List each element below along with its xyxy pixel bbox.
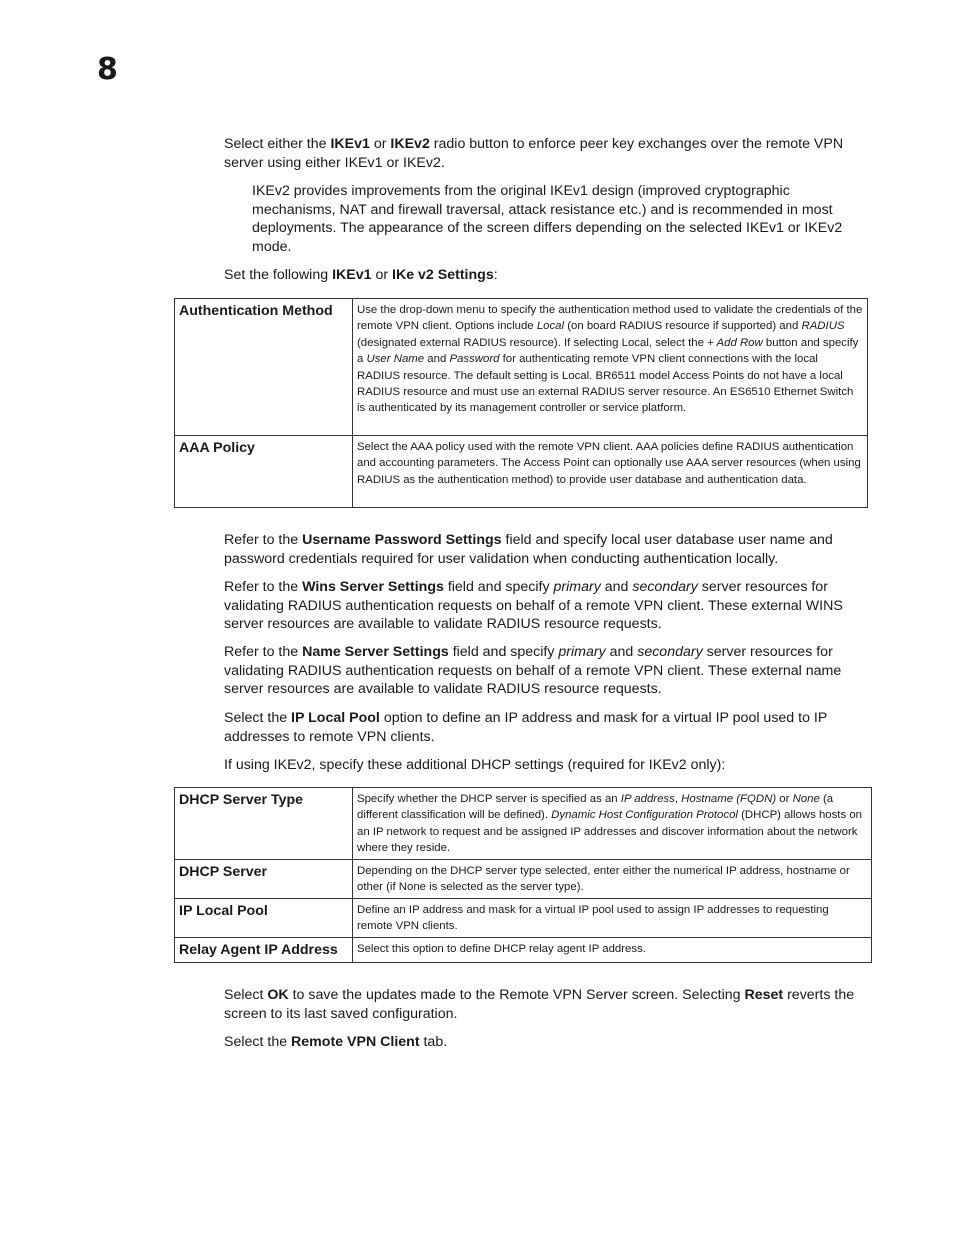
dhcp-intro-paragraph: If using IKEv2, specify these additional DHCP settings (required for IKEv2 only):	[224, 757, 726, 773]
ok-reset-paragraph: Select OK to save the updates made to the Remote VPN Server screen. Selecting Reset reverts the screen to its last saved configuration.	[224, 987, 855, 1022]
table-row	[175, 788, 872, 860]
dhcp-server-term: DHCP Server	[175, 860, 353, 899]
remote-vpn-client-paragraph: Select the Remote VPN Client tab.	[224, 1034, 448, 1050]
table-row	[175, 436, 868, 508]
aaa-policy-term: AAA Policy	[175, 436, 353, 508]
authentication-method-term: Authentication Method	[175, 299, 353, 436]
ikev2-note-paragraph: IKEv2 provides improvements from the original IKEv1 design (improved cryptographic mechanisms, NAT and firewall traversal, attack resistance etc.) and is recommended in most deployments. The appearance of the screen differs depending on the selected IKEv1 or IKEv2 mode.	[252, 183, 843, 256]
ip-local-pool-paragraph: Select the IP Local Pool option to define an IP address and mask for a virtual IP pool used to IP addresses to remote VPN clients.	[224, 710, 828, 745]
dhcp-server-type-description: Specify whether the DHCP server is specified as an IP address, Hostname (FQDN) or None (a different classification will be defined). Dynamic Host Configuration Protocol (DHCP) allows hosts on an IP network to request and be assigned IP addresses and discover information about the network where they reside.	[353, 788, 872, 860]
table-row	[175, 860, 872, 899]
ike-select-paragraph: Select either the IKEv1 or IKEv2 radio button to enforce peer key exchanges over the remote VPN server using either IKEv1 or IKEv2.	[224, 136, 844, 171]
table-row	[175, 299, 868, 436]
set-following-paragraph: Set the following IKEv1 or IKe v2 Settings:	[224, 267, 498, 283]
dhcp-server-description: Depending on the DHCP server type selected, enter either the numerical IP address, hostname or other (if None is selected as the server type).	[353, 860, 872, 899]
ike-settings-table	[174, 298, 868, 508]
ip-local-pool-description: Define an IP address and mask for a virtual IP pool used to assign IP addresses to requesting remote VPN clients.	[353, 899, 872, 938]
name-server-paragraph: Refer to the Name Server Settings field and specify primary and secondary server resources for validating RADIUS authentication requests on behalf of a remote VPN client. These external name server resources are available to validate RADIUS resource requests.	[224, 644, 842, 698]
wins-settings-paragraph: Refer to the Wins Server Settings field and specify primary and secondary server resources for validating RADIUS authentication requests on behalf of a remote VPN client. These external WINS server resources are available to validate RADIUS resource requests.	[224, 579, 843, 633]
chapter-number: 8	[97, 52, 118, 87]
aaa-policy-description: Select the AAA policy used with the remote VPN client. AAA policies define RADIUS authentication and accounting parameters. The Access Point can optionally use AAA server resources (when using RADIUS as the authentication method) to provide user database and authentication data.	[353, 436, 868, 508]
relay-agent-term: Relay Agent IP Address	[175, 938, 353, 963]
relay-agent-description: Select this option to define DHCP relay agent IP address.	[353, 938, 872, 963]
table-row	[175, 938, 872, 963]
dhcp-server-type-term: DHCP Server Type	[175, 788, 353, 860]
dhcp-settings-table	[174, 787, 872, 963]
ip-local-pool-term: IP Local Pool	[175, 899, 353, 938]
authentication-method-description: Use the drop-down menu to specify the authentication method used to validate the credentials of the remote VPN client. Options include Local (on board RADIUS resource if supported) and RADIUS (designated external RADIUS resource). If selecting Local, select the + Add Row button and specify a User Name and Password for authenticating remote VPN client connections with the local RADIUS resource. The default setting is Local. BR6511 model Access Points do not have a local RADIUS resource and must use an external RADIUS server resource. An ES6510 Ethernet Switch is authenticated by its management controller or service platform.	[353, 299, 868, 436]
table-row	[175, 899, 872, 938]
username-settings-paragraph: Refer to the Username Password Settings field and specify local user database user name and password credentials required for user validation when conducting authentication locally.	[224, 532, 833, 567]
